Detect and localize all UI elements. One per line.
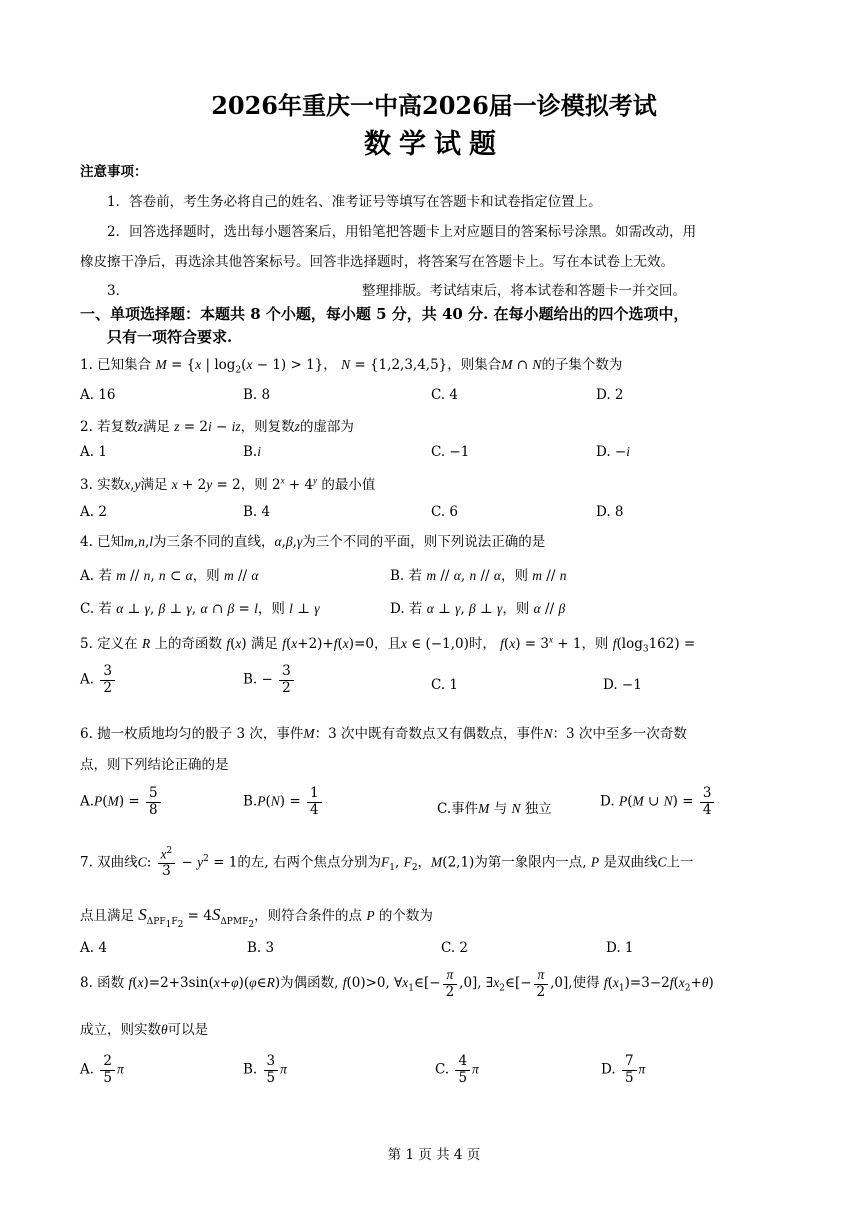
question-3-stem: 3. 实数x,y满足 x + 2y = 2，则 $2^x + 4^y$ 的最小值: [80, 475, 376, 493]
question-2-option-b: B.i: [243, 444, 261, 460]
section-heading-line2: 只有一项符合要求.: [107, 328, 233, 346]
notice-item-3-number: 3．: [107, 283, 130, 299]
page-number-footer: 第 1 页 共 4 页: [387, 1147, 481, 1163]
question-5-option-c: C. 1: [431, 677, 459, 693]
question-5-stem: 5. 定义在 R 上的奇函数 f(x) 满足 f(x+2)+f(x)=0，且x ∈ (−1,0)时， $f(x) = 3^x + 1$，则 $f(\log_3162)$ =: [80, 634, 696, 655]
question-6-option-b: B.P(N) = $\frac{1}{4}$: [243, 786, 324, 818]
question-8-option-c: C. $\frac{4}{5}$ π: [435, 1053, 479, 1086]
question-4-option-d: D. 若 α ⊥ γ, β ⊥ γ，则 α // β: [390, 601, 566, 617]
question-2-stem: 2. 若复数z满足 z = 2i − iz，则复数z的虚部为: [80, 419, 354, 435]
question-4-stem: 4. 已知m,n,l为三条不同的直线，α,β,γ为三个不同的平面，则下列说法正确的是: [80, 534, 546, 550]
question-4-option-a: A. 若 m // n, n ⊂ α，则 m // α: [80, 568, 259, 584]
question-7-option-b: B. 3: [247, 940, 275, 956]
question-8-option-d: D. $\frac{7}{5}$ π: [601, 1053, 646, 1086]
question-1-option-d: D. 2: [596, 387, 624, 403]
question-1-option-c: C. 4: [431, 387, 459, 403]
question-6-option-a: A.P(M) = $\frac{5}{8}$: [80, 786, 163, 818]
question-7-option-c: C. 2: [441, 940, 469, 956]
question-4-option-b: B. 若 m // α, n // α，则 m // n: [390, 568, 567, 584]
exam-title: 2026年重庆一中高2026届一诊模拟考试: [211, 91, 657, 120]
question-7-stem-line2: 点且满足 $S_{\Delta PF_1F_2} = 4S_{\Delta PMF_2}$，则符合条件的点 P 的个数为: [80, 905, 433, 930]
question-8-option-a: A. $\frac{2}{5}$ π: [80, 1053, 124, 1086]
question-8-stem-line1: 8. 函数 f(x)=2+3sin(x+φ)(φ∈R)为偶函数, f(0)>0, $\forall x_1\in[-$ $\frac{\pi}{2}$ ,0], $\exists x_2\in[-$ $\frac{\pi}{2}$ ,0],使得 $f(x_1)=3-2f(x_2+\theta)$: [80, 967, 714, 1000]
question-6-option-d: D. P(M ∪ N) = $\frac{3}{4}$: [600, 786, 716, 818]
question-3-option-c: C. 6: [431, 504, 459, 520]
notice-item-2-line1: 2．回答选择题时，选出每小题答案后，用铅笔把答题卡上对应题目的答案标号涂黑。如需改动，用: [107, 224, 697, 240]
notice-item-2-line2: 橡皮擦干净后，再选涂其他答案标号。回答非选择题时，将答案写在答题卡上。写在本试卷上无效。: [80, 254, 674, 270]
question-3-option-b: B. 4: [243, 504, 271, 520]
question-8-option-b: B. $\frac{3}{5}$ π: [243, 1053, 287, 1086]
question-3-option-a: A. 2: [80, 504, 107, 520]
question-6-stem-line1: 6. 抛一枚质地均匀的骰子 3 次，事件M：3 次中既有奇数点又有偶数点，事件N：3 次中至多一次奇数: [80, 726, 687, 742]
question-2-option-c: C. −1: [431, 444, 470, 460]
question-5-option-a: A. $\frac{3}{2}$: [80, 664, 117, 696]
set-m-expression: M: [155, 357, 167, 372]
question-1-stem: 1. 已知集合 M = {x | $\log_2(x - 1) > 1$}， N = {1,2,3,4,5}，则集合M ∩ N的子集个数为: [80, 357, 623, 376]
question-5-option-b: B. − $\frac{3}{2}$: [243, 664, 296, 696]
question-2-option-d: D. −i: [596, 444, 631, 460]
question-7-option-a: A. 4: [80, 940, 107, 956]
question-6-option-c: C.事件M 与 N 独立: [437, 801, 552, 817]
question-5-option-d: D. −1: [603, 677, 642, 693]
question-3-option-d: D. 8: [596, 504, 624, 520]
question-6-stem-line2: 点，则下列结论正确的是: [80, 757, 229, 773]
section-heading-line1: 一、单项选择题：本题共 8 个小题，每小题 5 分，共 40 分. 在每小题给出的四个选项中，: [80, 305, 689, 323]
exam-subtitle: 数学试题: [364, 129, 504, 160]
notice-item-3-text: 整理排版。考试结束后，将本试卷和答题卡一并交回。: [362, 283, 686, 299]
question-4-option-c: C. 若 α ⊥ γ, β ⊥ γ, α ∩ β = l，则 l ⊥ γ: [80, 601, 320, 617]
notice-item-1: 1．答卷前，考生务必将自己的姓名、准考证号等填写在答题卡和试卷指定位置上。: [107, 194, 602, 210]
question-1-option-a: A. 16: [80, 387, 116, 403]
question-7-stem-line1: 7. 双曲线C: $\frac{x^2}{3}$ − $y^2 = 1$的左, 右两个焦点分别为$F_1$, $F_2$，M(2,1)为第一象限内一点, P 是双曲线C上一: [80, 846, 694, 880]
question-1-option-b: B. 8: [243, 387, 271, 403]
question-7-option-d: D. 1: [606, 940, 634, 956]
question-8-stem-line2: 成立，则实数θ可以是: [80, 1022, 209, 1038]
notice-heading: 注意事项：: [80, 164, 148, 180]
question-2-option-a: A. 1: [80, 444, 107, 460]
